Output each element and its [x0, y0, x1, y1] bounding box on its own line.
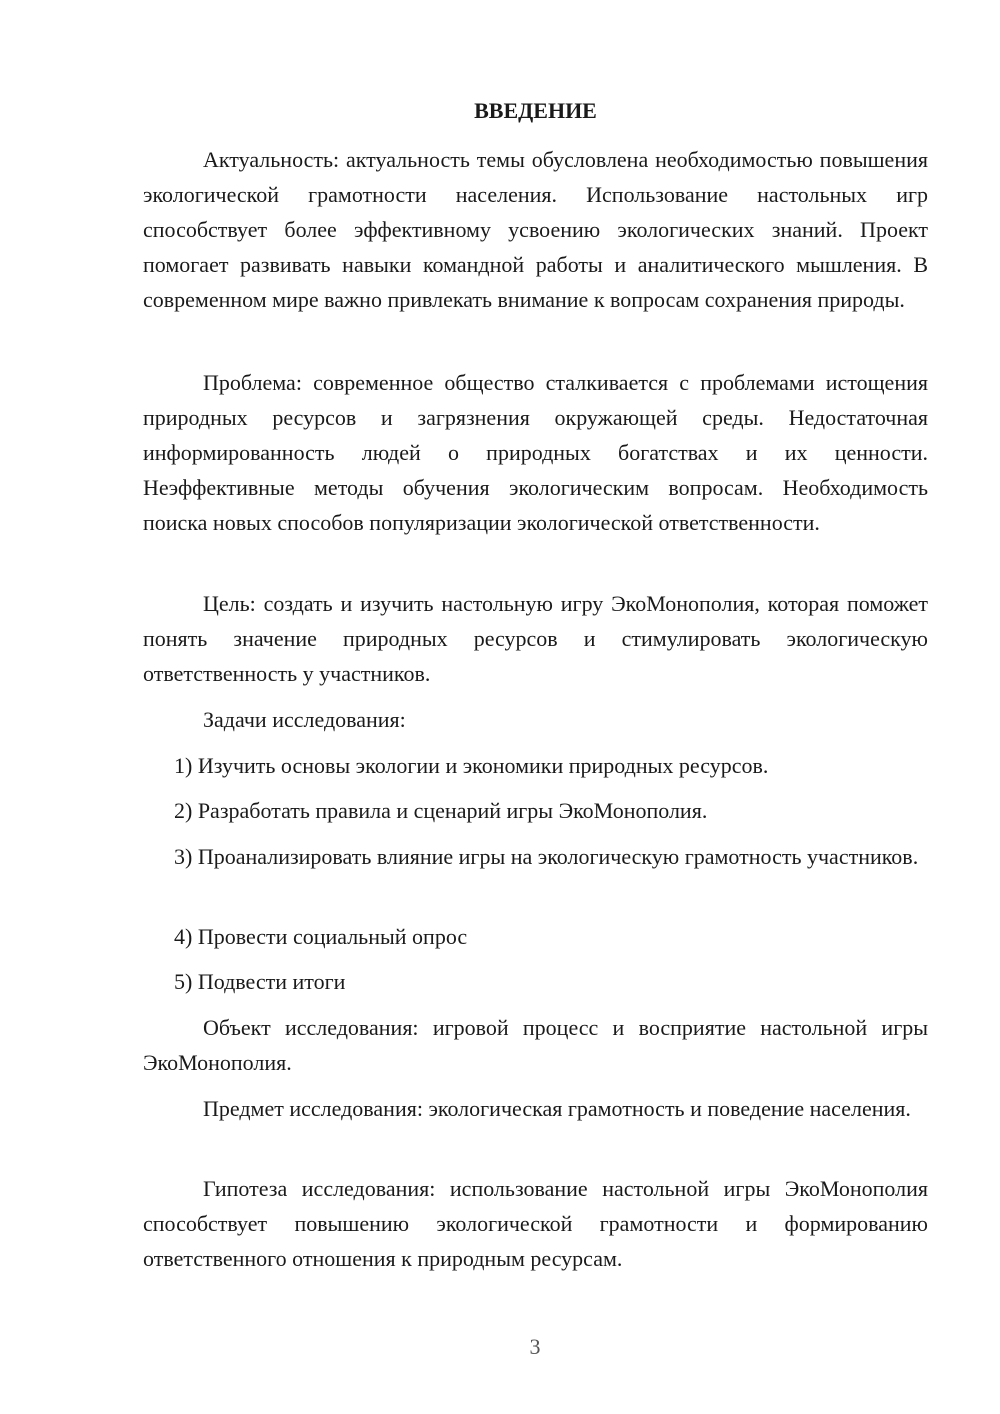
hypothesis-paragraph: Гипотеза исследования: использование настольной игры ЭкоМонополия способствует повышению экологической грамотности и формированию ответственного отношения к природным ресурсам.: [143, 1176, 928, 1271]
task-item-1: 1) Изучить основы экологии и экономики природных ресурсов.: [174, 753, 769, 778]
task-item-4: 4) Провести социальный опрос: [174, 924, 468, 949]
relevance-paragraph: Актуальность: актуальность темы обусловлена необходимостью повышения экологической грамотности населения. Использование настольных игр способствует более эффективному усвоению экологических знаний. Проект помогает развивать навыки командной работы и аналитического мышления. В современном мире важно привлекать внимание к вопросам сохранения природы.: [143, 147, 928, 312]
task-item-2: 2) Разработать правила и сценарий игры ЭкоМонополия.: [174, 798, 708, 823]
page-number: 3: [529, 1334, 541, 1359]
object-paragraph: Объект исследования: игровой процесс и восприятие настольной игры ЭкоМонополия.: [143, 1015, 928, 1075]
task-item-5: 5) Подвести итоги: [174, 969, 346, 994]
page-title: ВВЕДЕНИЕ: [474, 98, 597, 123]
subject-paragraph: Предмет исследования: экологическая грамотность и поведение населения.: [203, 1096, 911, 1121]
task-item-3: 3) Проанализировать влияние игры на экологическую грамотность участников.: [174, 844, 919, 869]
tasks-heading: Задачи исследования:: [203, 707, 406, 732]
goal-paragraph: Цель: создать и изучить настольную игру ЭкоМонополия, которая поможет понять значение природных ресурсов и стимулировать экологическую ответственность у участников.: [143, 591, 928, 686]
problem-paragraph: Проблема: современное общество сталкивается с проблемами истощения природных ресурсов и загрязнения окружающей среды. Недостаточная информированность людей о природных богатствах и их ценности. Неэффективные методы обучения экологическим вопросам. Необходимость поиска новых способов популяризации экологической ответственности.: [143, 370, 928, 535]
